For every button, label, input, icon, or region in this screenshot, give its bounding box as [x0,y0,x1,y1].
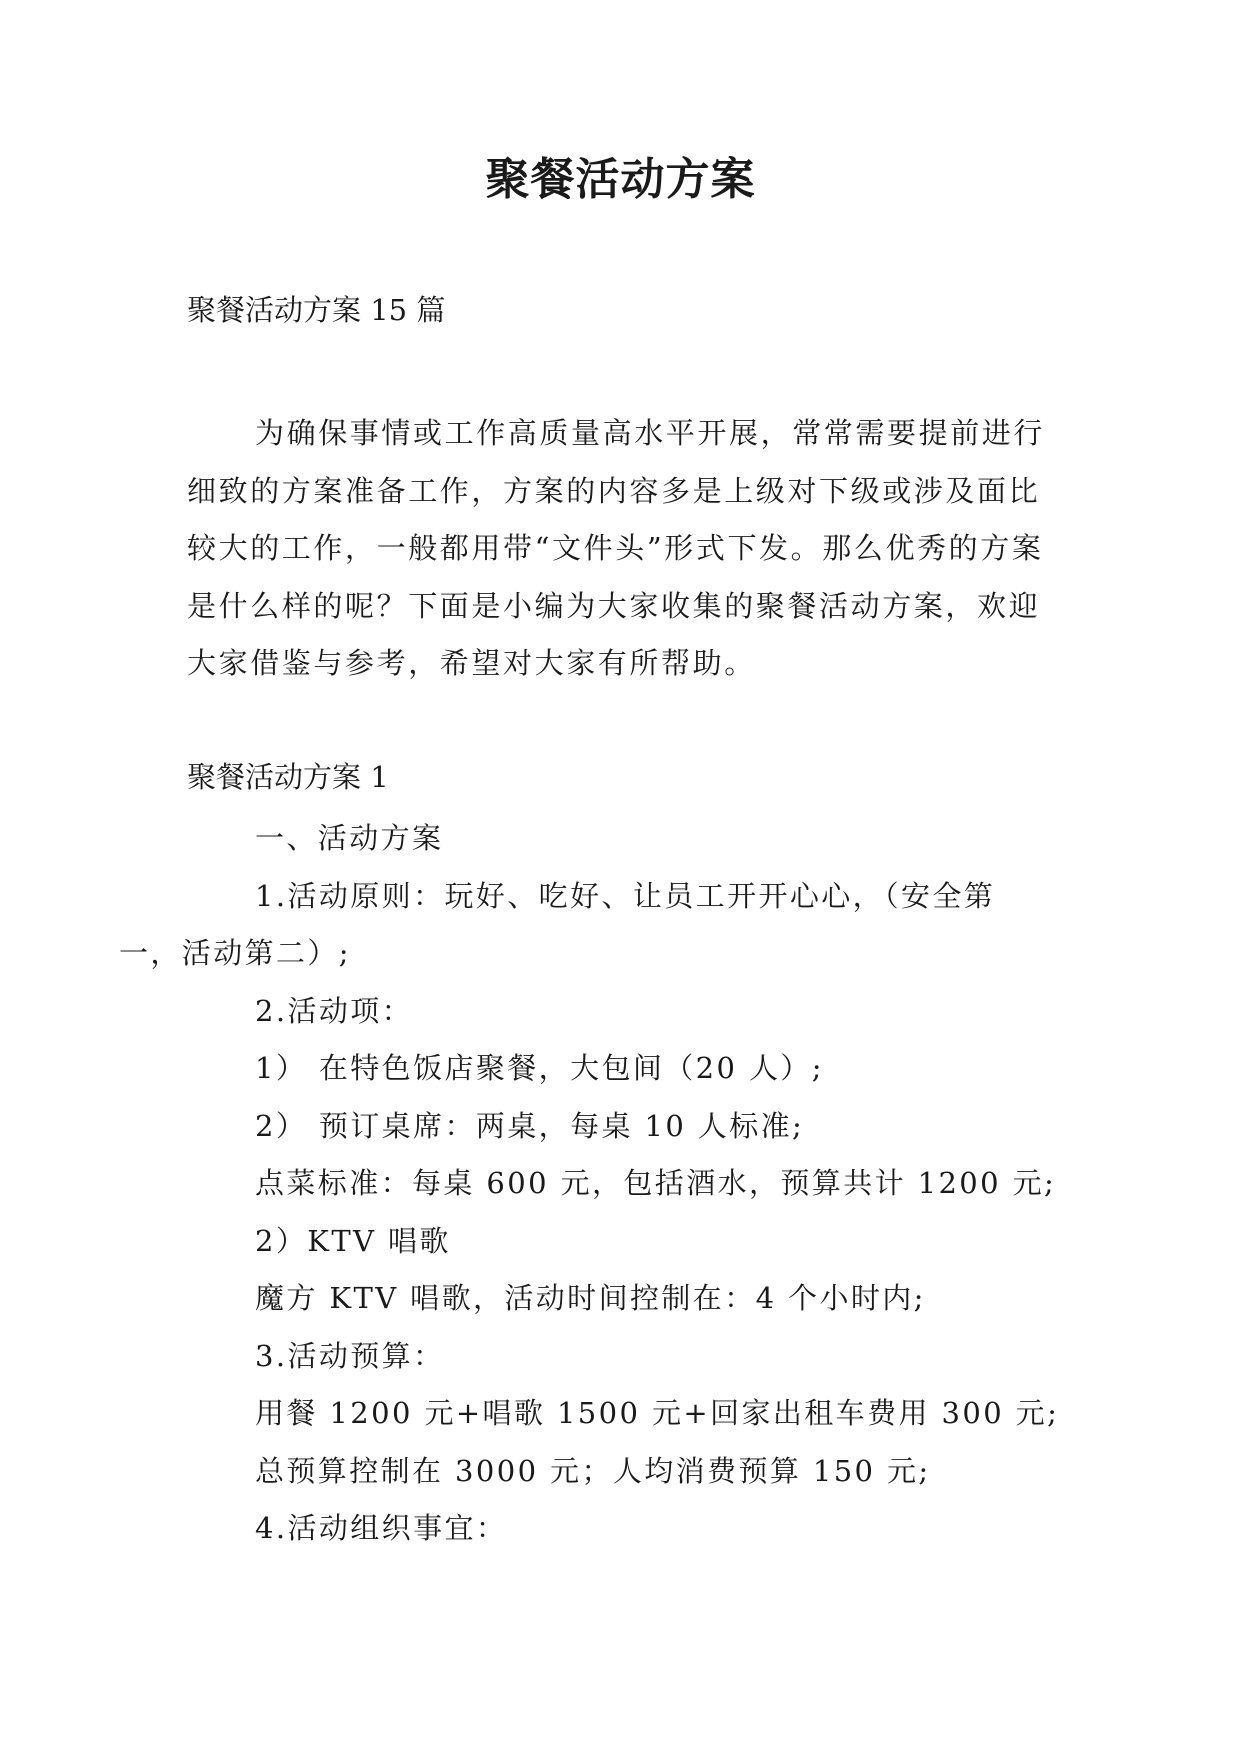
intro-paragraph [187,405,1057,693]
body-line: 用餐 1200 元+唱歌 1500 元+回家出租车费用 300 元; [255,1396,1060,1430]
body-line: 一、活动方案 [255,821,444,855]
body-line: 2）KTV 唱歌 [255,1223,451,1258]
body-line: 4.活动组织事宜： [255,1511,508,1545]
body-line: 1） 在特色饭店聚餐，大包间（20 人）; [255,1051,824,1085]
section-heading: 聚餐活动方案 1 [187,760,389,794]
body-line: 魔方 KTV 唱歌，活动时间控制在：4 个小时内; [255,1281,926,1315]
intro-text: 为确保事情或工作高质量高水平开展，常常需要提前进行细致的方案准备工作，方案的内容多是上级对下级或涉及面比较大的工作，一般都用带“文件头”形式下发。那么优秀的方案是什么样的呢？下面是小编为大家收集的聚餐活动方案，欢迎大家借鉴与参考，希望对大家有所帮助。 [187,416,1046,680]
body-line: 2） 预订桌席：两桌，每桌 10 人标准; [255,1108,805,1143]
body-line: 总预算控制在 3000 元；人均消费预算 150 元; [255,1453,931,1488]
document-title: 聚餐活动方案 [485,154,756,205]
body-line: 3.活动预算： [255,1338,445,1373]
section-body [119,810,1067,1558]
body-line: 1.活动原则：玩好、吃好、让员工开开心心，（安全第 [255,878,996,913]
body-line: 点菜标准：每桌 600 元，包括酒水，预算共计 1200 元; [255,1166,1057,1200]
document-subtitle: 聚餐活动方案 15 篇 [187,293,446,327]
body-line-continuation: 一，活动第二）; [119,936,351,970]
body-line: 2.活动项： [255,993,414,1028]
